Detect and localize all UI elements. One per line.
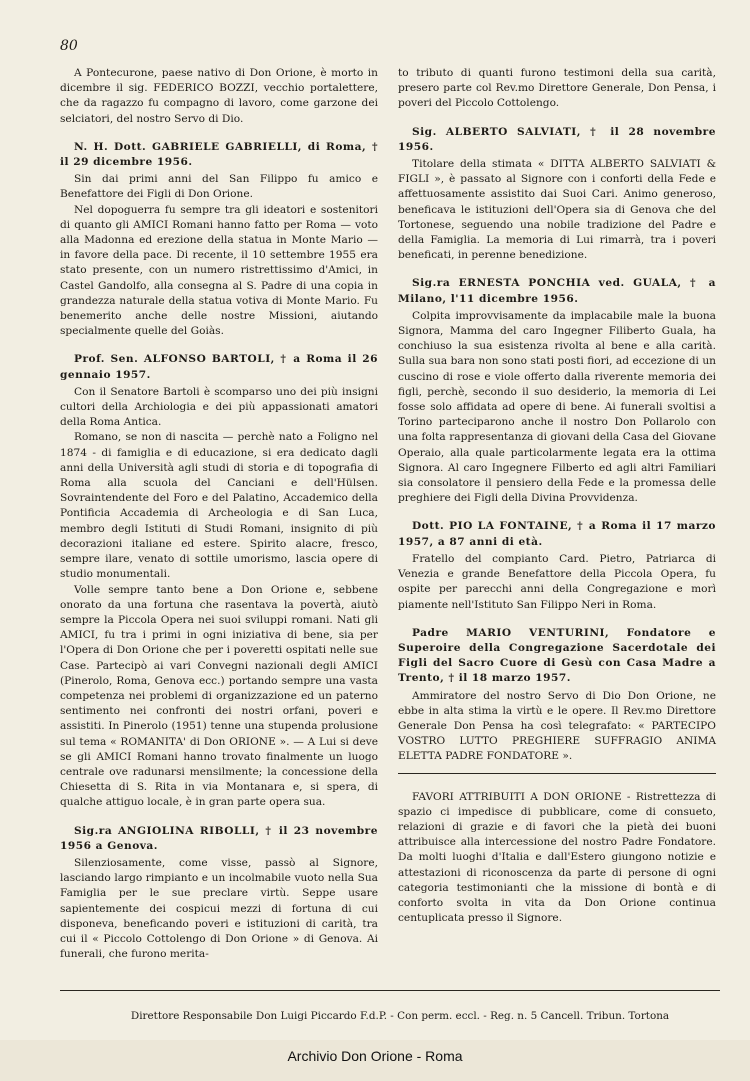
- heading-la-fontaine: Dott. PIO LA FONTAINE, † a Roma il 17 marzo 1957, a 87 anni di età.: [398, 520, 716, 548]
- paragraph-bartoli-1: Con il Senatore Bartoli è scomparso uno dei più insigni cultori della Archiologia e dei più appassionati amatori della Roma Antica.: [60, 385, 378, 429]
- paragraph-bozzi: A Pontecurone, paese nativo di Don Orione, è morto in dicembre il sig. FEDERICO BOZZI, vecchio portalettere, che da ragazzo fu compagno di lavoro, come garzone dei selciatori, del nostro Servo di Dio.: [60, 67, 378, 125]
- section-divider: [398, 773, 716, 774]
- paragraph-bartoli-3: Volle sempre tanto bene a Don Orione e, sebbene onorato da una fortuna che rasentava la povertà, aiutò sempre la Piccola Opera nei suoi sviluppi romani. Nati gli AMICI, fu tra i primi in ogni iniziativa di bene, sia per l'Opera di Don Orione che per i poveretti ospitati nelle sue Case. Partecipò ai vari Convegni nazionali degli AMICI (Pinerolo, Roma, Genova ecc.) portando sempre una vasta competenza nei problemi di organizzazione ed un paterno sentimento nei confronti dei nostri orfani, poveri e assistiti. In Pinerolo (1951) tenne una stupenda prolusione sul tema « ROMANITA' di Don ORIONE ». — A Lui si deve se gli AMICI Romani hanno trovato finalmente un luogo centrale ove radunarsi mensilmente; la concessione della Chiesetta di S. Rita in via Montanara e, si spera, di qualche attiguo locale, è in gran parte opera sua.: [60, 583, 378, 809]
- paragraph-ribolli-cont: to tributo di quanti furono testimoni della sua carità, presero parte col Rev.mo Direttore Generale, Don Pensa, i poveri del Piccolo Cottolengo.: [398, 67, 716, 110]
- paragraph-gabrielli-2: Nel dopoguerra fu sempre tra gli ideatori e sostenitori di quanto gli AMICI Romani hanno fatto per Roma — voto alla Madonna ed erezione della statua in Monte Mario — in favore della pace. Di recente, il 10 settembre 1955 era stato presente, con un numero ristrettissimo d'Amici, in Castel Gandolfo, alla consegna al S. Padre di una copia in grandezza naturale della statua votiva di Monte Mario. Fu benemerito anche delle nostre Missioni, aiutando specialmente quelle del Goiàs.: [60, 203, 378, 338]
- heading-gabrielli: N. H. Dott. GABRIELE GABRIELLI, di Roma, † il 29 dicembre 1956.: [60, 140, 378, 169]
- paragraph-salviati: Titolare della stimata « DITTA ALBERTO SALVIATI & FIGLI », è passato al Signore con i conforti della Fede e affettuosamente assistito dai Suoi Cari. Animo generoso, beneficava le istituzioni dell'Opera sia di Genova che del Tortonese, seguendo una nobile tradizione del Padre e della Famiglia. La memoria di Lui rimarrà, tra i poveri beneficati, in perenne benedizione.: [398, 158, 716, 262]
- paragraph-venturini: Ammiratore del nostro Servo di Dio Don Orione, ne ebbe in alta stima la virtù e le opere. Il Rev.mo Direttore Generale Don Pensa ha così telegrafato: « PARTECIPO VOSTRO LUTTO PREGHIERE SUFFRAGIO ANIMA ELETTA PADRE FONDATORE ».: [398, 689, 716, 763]
- footer-rule: [60, 990, 720, 991]
- paragraph-favori: FAVORI ATTRIBUITI A DON ORIONE - Ristrettezza di spazio ci impedisce di pubblicare, come di consueto, relazioni di grazie e di favori che la pietà dei buoni attribuisce alla intercessione del nostro Padre Fondatore. Da molti luoghi d'Italia e dall'Estero giungono notizie e attestazioni di riconoscenza da parte di persone di ogni categoria testimonianti che la missione di bontà e di conforto svolta in vita da Don Orione continua centuplicata presso il Signore.: [398, 790, 716, 925]
- heading-ribolli: Sig.ra ANGIOLINA RIBOLLI, † il 23 novembre 1956 a Genova.: [60, 824, 378, 852]
- heading-ponchia: Sig.ra ERNESTA PONCHIA ved. GUALA, † a Milano, l'11 dicembre 1956.: [398, 277, 716, 305]
- heading-venturini: Padre MARIO VENTURINI, Fondatore e Superoire della Congregazione Sacerdotale dei Figli del Sacro Cuore di Gesù con Casa Madre a Trento, † il 18 marzo 1957.: [398, 626, 716, 685]
- page-number: 80: [60, 38, 78, 54]
- right-column: [398, 66, 716, 939]
- paragraph-ponchia: Colpita improvvisamente da implacabile male la buona Signora, Mamma del caro Ingegner Filiberto Guala, ha conchiuso la sua esistenza rivolta al bene e alla carità. Sulla sua bara non sono stati posti fiori, ad eccezione di un cuscino di rose e viole offerto dalla riverente memoria dei figli, perchè, secondo il suo desiderio, la memoria di Lei fosse solo affidata ad opere di bene. Ai funerali svoltisi a Torino parteciparono anche il nostro Don Pollarolo con una folta rappresentanza di giovani della Casa del Giovane Operaio, alla quale particolarmente legata era la ottima Signora. Al caro Ingegnere Filberto ed agli altri Familiari sia consolatore il pensiero della Fede e la promessa delle preghiere dei Figli della Divina Provvidenza.: [398, 309, 716, 505]
- paragraph-gabrielli-1: Sin dai primi anni del San Filippo fu amico e Benefattore dei Figli di Don Orione.: [60, 173, 378, 201]
- paragraph-la-fontaine: Fratello del compianto Card. Pietro, Patriarca di Venezia e grande Benefattore della Piccola Opera, fu ospite per parecchi anni della Congregazione e morì piamente nell'Istituto San Filippo Neri in Roma.: [398, 552, 716, 611]
- footer-imprint: Direttore Responsabile Don Luigi Piccardo F.d.P. - Con perm. eccl. - Reg. n. 5 Cancell. Tribun. Tortona: [130, 1010, 670, 1022]
- paragraph-bartoli-2: Romano, se non di nascita — perchè nato a Foligno nel 1874 - di famiglia e di educazione, si era dedicato dagli anni della Università agli studi di storia e di topografia di Roma alla scuola del Canciani e dell'Hülsen. Sovraintendente del Foro e del Palatino, Accademico della Pontificia Accademia di Archeologia e di San Luca, membro degli Istituti di Studi Romani, insignito di più decorazioni italiane ed estere. Spirito alacre, fresco, sempre ilare, venato di sottile umorismo, lascia opere di studio monumentali.: [60, 431, 378, 581]
- heading-bartoli: Prof. Sen. ALFONSO BARTOLI, † a Roma il 26 gennaio 1957.: [60, 353, 378, 381]
- left-column: [60, 66, 378, 975]
- heading-salviati: Sig. ALBERTO SALVIATI, † il 28 novembre 1956.: [398, 125, 716, 153]
- paragraph-ribolli: Silenziosamente, come visse, passò al Signore, lasciando largo rimpianto e un incolmabile vuoto nella Sua Famiglia per le sue preclare virtù. Seppe usare sapientemente dei cospicui mezzi di fortuna di cui disponeva, beneficando poveri e istituzioni di carità, tra cui il « Piccolo Cottolengo di Don Orione » di Genova. Ai funerali, che furono merita-: [60, 856, 378, 961]
- archive-label: Archivio Don Orione - Roma: [287, 1048, 463, 1064]
